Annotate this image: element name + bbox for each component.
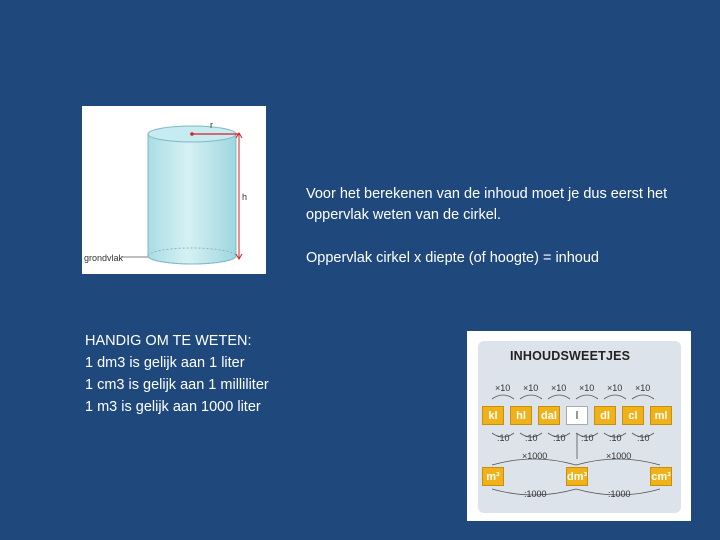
divide-label: :10 [609,433,622,443]
tips-item: 1 cm3 is gelijk aan 1 milliliter [85,377,269,393]
divide-label: :10 [637,433,650,443]
inhoudsweetjes-panel [478,341,681,513]
conversion-arrows [478,341,681,513]
inhoudsweetjes-card [467,331,691,521]
intro-line-2: Oppervlak cirkel x diepte (of hoogte) = inhoud [306,250,599,266]
divide-label: :10 [581,433,594,443]
cubic-multiply-label: ×1000 [606,451,632,461]
multiply-label: ×10 [635,383,651,393]
height-label: h [242,192,248,202]
multiply-label: ×10 [523,383,539,393]
unit-dal: dal [538,406,560,425]
multiply-label: ×10 [579,383,595,393]
multiply-label: ×10 [551,383,567,393]
unit-l: l [566,406,588,425]
inhoudsweetjes-title: INHOUDSWEETJES [510,349,631,363]
cylinder-figure [82,106,266,274]
cubic-divide-label: :1000 [524,489,547,499]
unit-dl: dl [594,406,616,425]
divide-label: :10 [525,433,538,443]
unit-kl: kl [482,406,504,425]
unit-hl: hl [510,406,532,425]
tips-item: 1 dm3 is gelijk aan 1 liter [85,355,245,371]
unit-cl: cl [622,406,644,425]
unit-m3: m³ [482,467,504,486]
unit-dm3: dm³ [566,467,588,486]
explanation-text [306,184,706,269]
unit-cm3: cm³ [650,467,672,486]
cubic-divide-label: :1000 [608,489,631,499]
cylinder-diagram [82,106,266,274]
unit-ml: ml [650,406,672,425]
divide-label: :10 [497,433,510,443]
tips-item: 1 m3 is gelijk aan 1000 liter [85,399,261,415]
radius-label: r [210,120,213,130]
tips-block [85,330,385,418]
tips-heading: HANDIG OM TE WETEN: [85,333,252,349]
base-label: grondvlak [84,253,124,263]
intro-line-1: Voor het berekenen van de inhoud moet je dus eerst het oppervlak weten van de cirkel. [306,186,668,223]
divide-label: :10 [553,433,566,443]
cubic-multiply-label: ×1000 [522,451,548,461]
multiply-label: ×10 [607,383,623,393]
multiply-label: ×10 [495,383,511,393]
